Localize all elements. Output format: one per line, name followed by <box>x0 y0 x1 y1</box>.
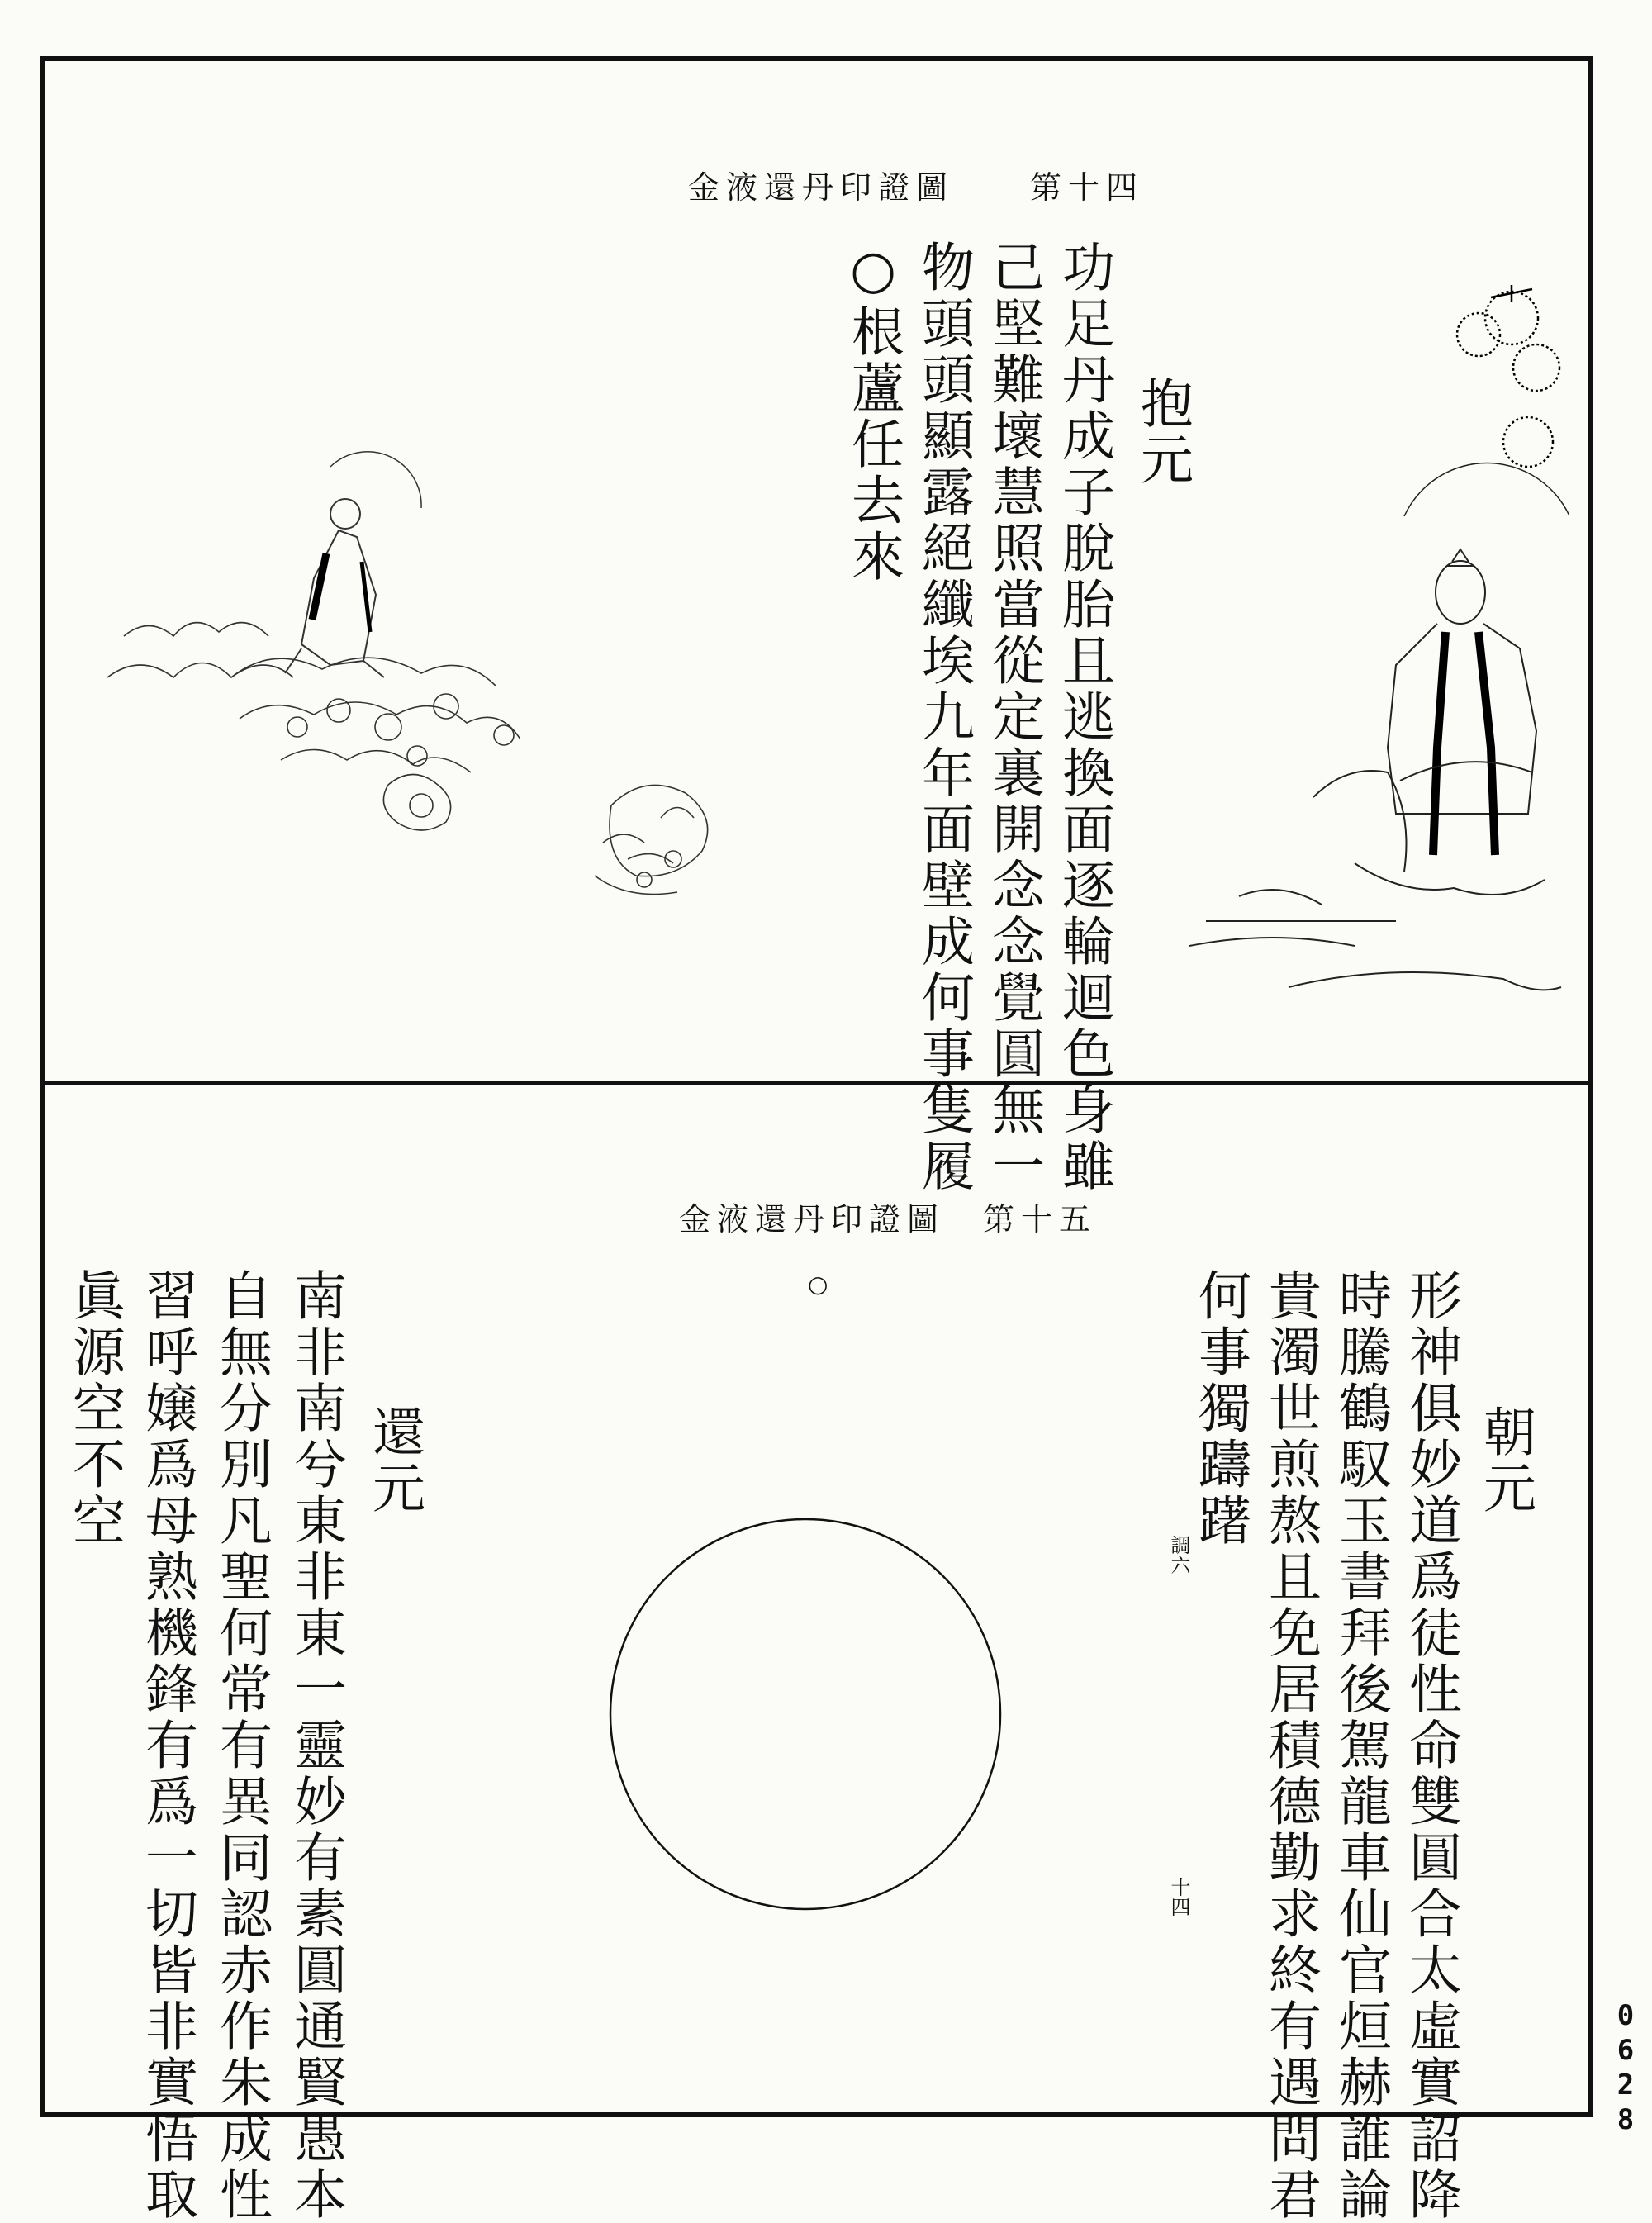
panel-divider <box>40 1081 1593 1085</box>
right-poem-column-4: 何事獨躊躇 <box>1189 1268 1251 1549</box>
seated-immortal-illustration <box>1189 285 1569 1004</box>
right-poem-column-1: 形神俱妙道爲徒性命雙圓合太虛實詔降 <box>1400 1268 1461 2223</box>
left-poem-column-1: 南非南兮東非東一靈妙有素圓通賢愚本 <box>285 1268 346 2223</box>
left-poem-title: 還元 <box>363 1404 425 1517</box>
page-number: 0628 <box>1609 1999 1642 2138</box>
right-poem-column-3: 貴濁世煎熬且免居積德勤求終有遇問君 <box>1260 1268 1321 2223</box>
folio-note: 十四 <box>1167 1877 1190 1917</box>
top-title: 抱元 <box>1132 376 1193 488</box>
top-column-4: ○根蘆任去來 <box>843 240 904 585</box>
left-poem-column-4: 眞源空不空 <box>64 1268 125 1549</box>
bottom-header: 金液還丹印證圖 第十五 <box>679 1201 1098 1237</box>
tune-note: 調六 <box>1167 1535 1190 1575</box>
left-poem-column-2: 自無分別凡聖何常有異同認赤作朱成性 <box>211 1268 272 2223</box>
top-column-3: 物頭頭顯露絕纖埃九年面壁成何事隻履 <box>913 240 974 1195</box>
top-column-1: 功足丹成子脫胎且逃換面逐輪迴色身雖 <box>1053 240 1114 1195</box>
immortal-on-cloud-illustration <box>91 430 801 942</box>
small-circle-mark: ○ <box>808 1271 828 1298</box>
left-poem-column-3: 習呼嬢爲母熟機鋒有爲一切皆非實悟取 <box>136 1268 197 2223</box>
right-poem-column-2: 時騰鶴馭玉書拜後駕龍車仙官烜赫誰論 <box>1330 1268 1391 2223</box>
primordial-circle <box>595 1503 1016 1933</box>
right-poem-title: 朝元 <box>1474 1404 1536 1517</box>
top-header: 金液還丹印證圖 第十四 <box>688 169 1145 206</box>
top-column-2: 己堅難壞慧照當從定裏開念念覺圓無一 <box>983 240 1044 1195</box>
